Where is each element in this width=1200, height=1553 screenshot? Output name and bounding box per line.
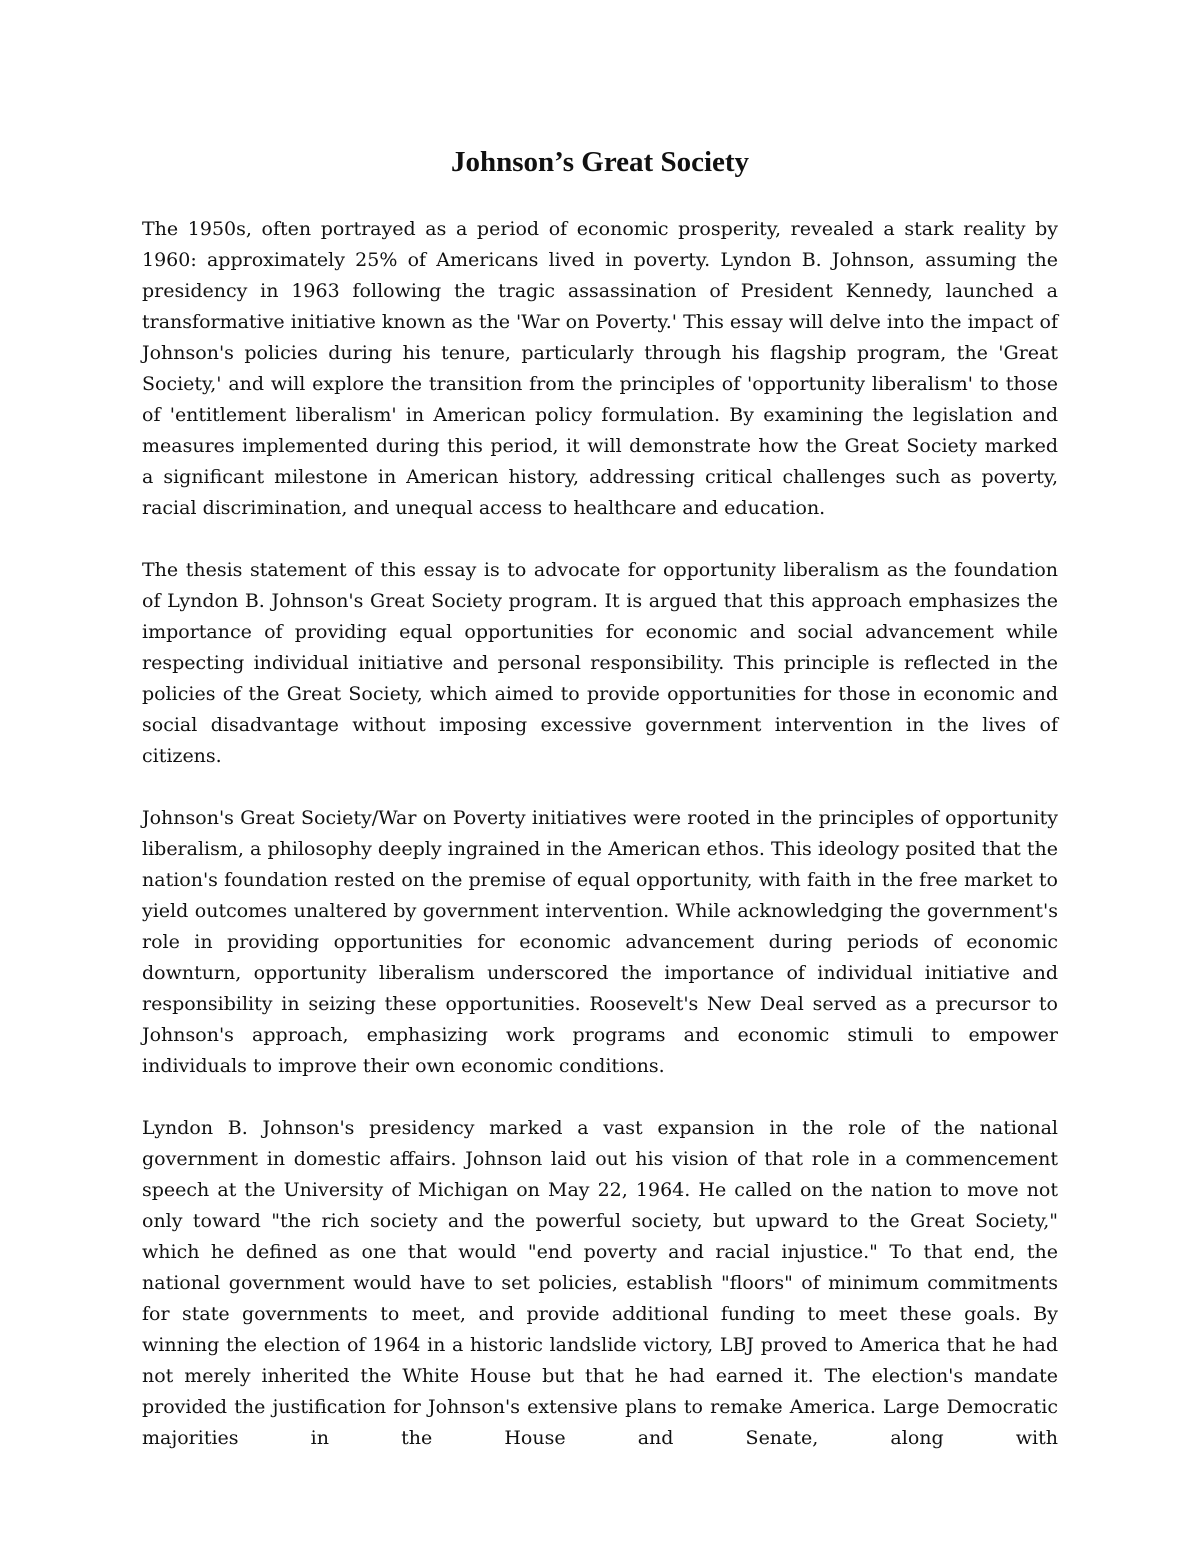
document-body: [142, 214, 1058, 1485]
paragraph-intro: The 1950s, often portrayed as a period of economic prosperity, revealed a stark reality by 1960: approximately 25% of Americans lived in poverty. Lyndon B. Johnson, assuming the presidency in 1963 following the tragic assassination of President Kennedy, launched a transformative initiative known as the 'War on Poverty.' This essay will delve into the impact of Johnson's policies during his tenure, particularly through his flagship program, the 'Great Society,' and will explore the transition from the principles of 'opportunity liberalism' to those of 'entitlement liberalism' in American policy formulation. By examining the legislation and measures implemented during this period, it will demonstrate how the Great Society marked a significant milestone in American history, addressing critical challenges such as poverty, racial discrimination, and unequal access to healthcare and education.: [142, 218, 1058, 519]
document-title: Johnson’s Great Society: [450, 146, 750, 178]
paragraph-opportunity-liberalism: Johnson's Great Society/War on Poverty initiatives were rooted in the principles of opportunity liberalism, a philosophy deeply ingrained in the American ethos. This ideology posited that the nation's foundation rested on the premise of equal opportunity, with faith in the free market to yield outcomes unaltered by government intervention. While acknowledging the government's role in providing opportunities for economic advancement during periods of economic downturn, opportunity liberalism underscored the importance of individual initiative and responsibility in seizing these opportunities. Roosevelt's New Deal served as a precursor to Johnson's approach, emphasizing work programs and economic stimuli to empower individuals to improve their own economic conditions.: [142, 807, 1058, 1077]
paragraph-thesis: The thesis statement of this essay is to advocate for opportunity liberalism as the foundation of Lyndon B. Johnson's Great Society program. It is argued that this approach emphasizes the importance of providing equal opportunities for economic and social advancement while respecting individual initiative and personal responsibility. This principle is reflected in the policies of the Great Society, which aimed to provide opportunities for those in economic and social disadvantage without imposing excessive government intervention in the lives of citizens.: [142, 559, 1058, 767]
paragraph-presidency: Lyndon B. Johnson's presidency marked a vast expansion in the role of the national government in domestic affairs. Johnson laid out his vision of that role in a commencement speech at the University of Michigan on May 22, 1964. He called on the nation to move not only toward "the rich society and the powerful society, but upward to the Great Society," which he defined as one that would "end poverty and racial injustice." To that end, the national government would have to set policies, establish "floors" of minimum commitments for state governments to meet, and provide additional funding to meet these goals. By winning the election of 1964 in a historic landslide victory, LBJ proved to America that he had not merely inherited the White House but that he had earned it. The election's mandate provided the justification for Johnson's extensive plans to remake America. Large Democratic majorities in the House and Senate, along with: [142, 1117, 1058, 1449]
